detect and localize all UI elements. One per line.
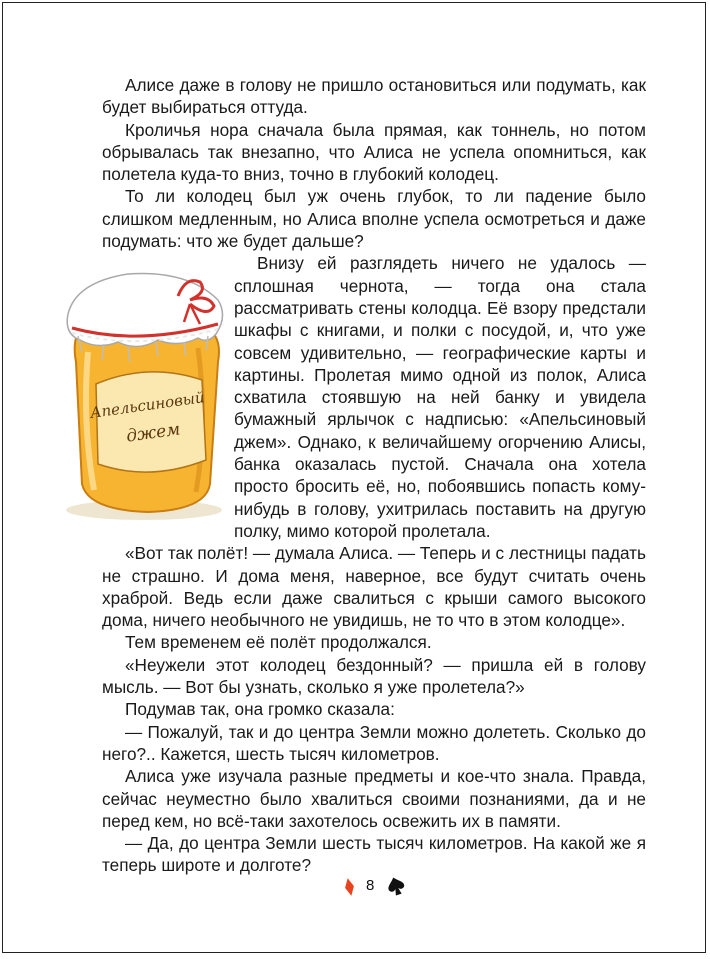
black-spade-icon [386,876,406,896]
jar-label-line2: джем [125,419,182,448]
book-page [2,2,706,953]
paragraph: — Пожалуй, так и до центра Земли можно долететь. Сколько до него?.. Кажется, шесть тысяч километров. [102,721,646,764]
paragraph: Алисе даже в голову не пришло остановиться или подумать, как будет выбираться оттуда. [102,75,646,118]
paragraph: «Вот так полёт! — думала Алиса. — Теперь и с лестницы падать не страшно. И дома меня, наверное, все будут считать очень храброй. Ведь если даже свалиться с крыши самого высокого дома, ничего необычного не увидишь, не то что в этом колодце». [102,543,646,631]
paragraph: Тем временем её полёт продолжался. [125,632,432,653]
page-number: 8 [366,877,375,894]
red-diamond-icon [345,878,354,896]
paragraph: То ли колодец был уж очень глубок, то ли падение было слишком медленным, но Алиса вполне успела осмотреться и даже подумать: что же будет дальше? [102,186,646,252]
paragraph: Алиса уже изучала разные предметы и кое-что знала. Правда, сейчас неуместно было хвалиться своими познаниями, да и не перед кем, но всё-таки захотелось освежить их в памяти. [102,766,646,831]
body-text [89,74,646,877]
paragraph: Подумав так, она громко сказала: [125,699,395,720]
paragraph: «Неужели этот колодец бездонный? — пришла ей в голову мысль. — Вот бы узнать, сколько я уже пролетела?» [102,654,646,698]
jar-label-line1: Апельсиновый [89,388,206,423]
paragraph: — Да, до центра Земли шесть тысяч километров. На какой же я теперь широте и долготе? [102,833,646,876]
page-footer [3,875,705,897]
paragraph: Внизу ей разглядеть ничего не удалось — сплошная чернота, — тогда она стала рассматривать стены колодца. Её взору предстали шкафы с книгами, и полки с посудой, и, что уже совсем удивительно, — географические карты и картины. Пролетая мимо одной из полок, Алиса схватила стоявшую на ней банку и увидела бумажный ярлычок с надписью: «Апельсиновый джем». Однако, к величайшему огорчению Алисы, банка оказалась пустой. Сначала она хотела просто бросить её, но, побоявшись попасть кому-нибудь в голову, ухитрилась поставить на другую полку, мимо которой пролетала. [234,253,646,541]
jam-jar-illustration [58,252,234,524]
paragraph: Кроличья нора сначала была прямая, как тоннель, но потом обрывалась так внезапно, что Алиса не успела опомниться, как полетела куда-то вниз, точно в глубокий колодец. [102,119,646,185]
